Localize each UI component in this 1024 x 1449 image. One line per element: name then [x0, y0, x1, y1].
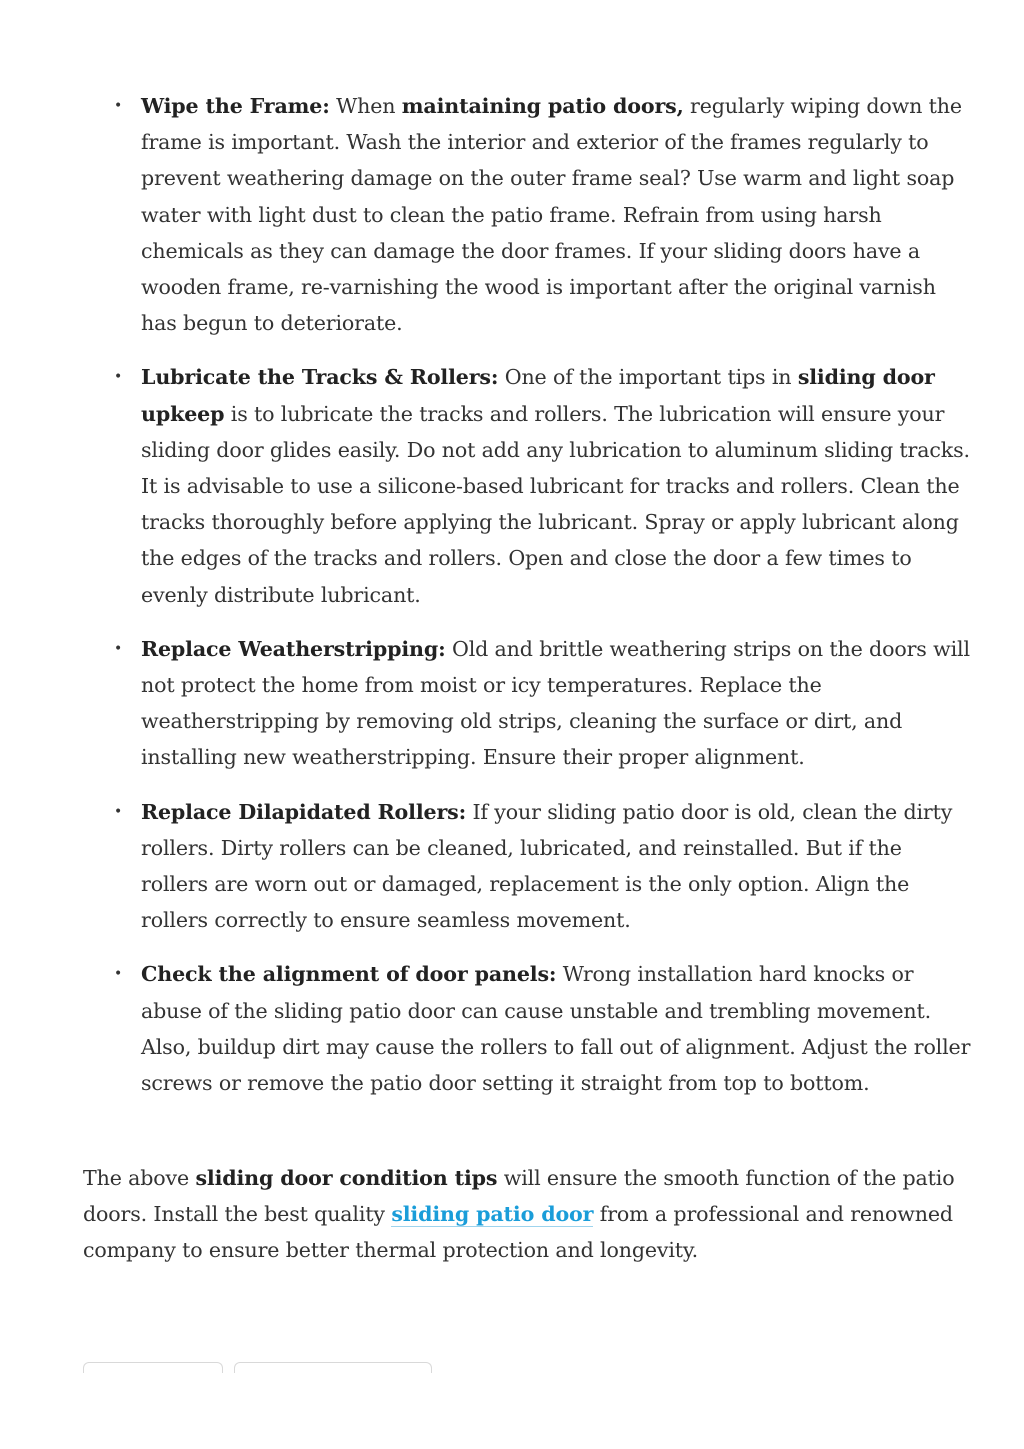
bullet-icon: • — [114, 369, 123, 386]
closing-end: from a professional and renowned company to ensure better thermal protection and longevity. — [83, 1202, 953, 1263]
tip-text: Wrong installation hard knocks or abuse of the sliding patio door can cause unstable and trembling movement. Also, buildup dirt may cause the rollers to fall out of alignment. Adjust the roller screws or remove the patio door setting it straight from top to bottom. — [141, 962, 971, 1096]
tip-text: Old and brittle weathering strips on the doors will not protect the home from moist or icy temperatures. Replace the weatherstripping by removing old strips, cleaning the surface or dirt, and installing new weatherstripping. Ensure their proper alignment. — [141, 636, 970, 770]
list-item — [114, 631, 974, 776]
bullet-icon: • — [114, 98, 123, 114]
closing-intro: The above — [83, 1166, 196, 1190]
list-item — [114, 956, 974, 1101]
bullet-icon: • — [114, 640, 123, 657]
tip-emphasis: maintaining patio doors, — [401, 94, 684, 118]
tip-title: Replace Dilapidated Rollers: — [141, 799, 467, 824]
tip-title: Lubricate the Tracks & Rollers: — [141, 365, 499, 390]
tip-text: When — [329, 94, 402, 118]
closing-emphasis: sliding door condition tips — [195, 1166, 498, 1190]
tip-text: regularly wiping down the frame is important. Wash the interior and exterior of the frames regularly to prevent weathering damage on the outer frame seal? Use warm and light soap water with light dust to clean the patio frame. Refrain from using harsh chemicals as they can damage the door frames. If your sliding doors have a wooden frame, re-varnishing the wood is important after the original varnish has begun to deteriorate. — [141, 94, 962, 336]
bullet-icon: • — [114, 803, 123, 820]
list-item — [114, 359, 974, 612]
article-body — [0, 88, 1024, 1119]
tip-emphasis: sliding door upkeep — [141, 365, 935, 426]
list-item — [114, 794, 974, 939]
sliding-patio-door-link[interactable]: sliding patio door — [391, 1202, 594, 1227]
tip-text: If your sliding patio door is old, clean the dirty rollers. Dirty rollers can be cleaned, lubricated, and reinstalled. But if the rollers are worn out or damaged, replacement is the only option. Align the rollers correctly to ensure seamless movement. — [141, 799, 953, 933]
tip-text: is to lubricate the tracks and rollers. The lubrication will ensure your sliding door glides easily. Do not add any lubrication to aluminum sliding tracks. It is advisable to use a silicone-based lubricant for tracks and rollers. Clean the tracks thoroughly before applying the lubricant. Spray or apply lubricant along the edges of the tracks and rollers. Open and close the door a few times to evenly distribute lubricant. — [141, 401, 970, 607]
bullet-icon: • — [114, 966, 123, 983]
tips-list — [0, 88, 974, 1101]
closing-paragraph — [83, 1160, 978, 1269]
tip-title: Wipe the Frame: — [141, 94, 330, 118]
page-bottom-margin — [0, 1373, 1024, 1449]
tip-text: One of the important tips in — [498, 365, 798, 390]
list-item — [114, 88, 974, 341]
tip-title: Check the alignment of door panels: — [141, 962, 557, 987]
closing-middle: will ensure the smooth function of the patio doors. Install the best quality — [83, 1166, 955, 1227]
tip-title: Replace Weatherstripping: — [141, 636, 446, 661]
